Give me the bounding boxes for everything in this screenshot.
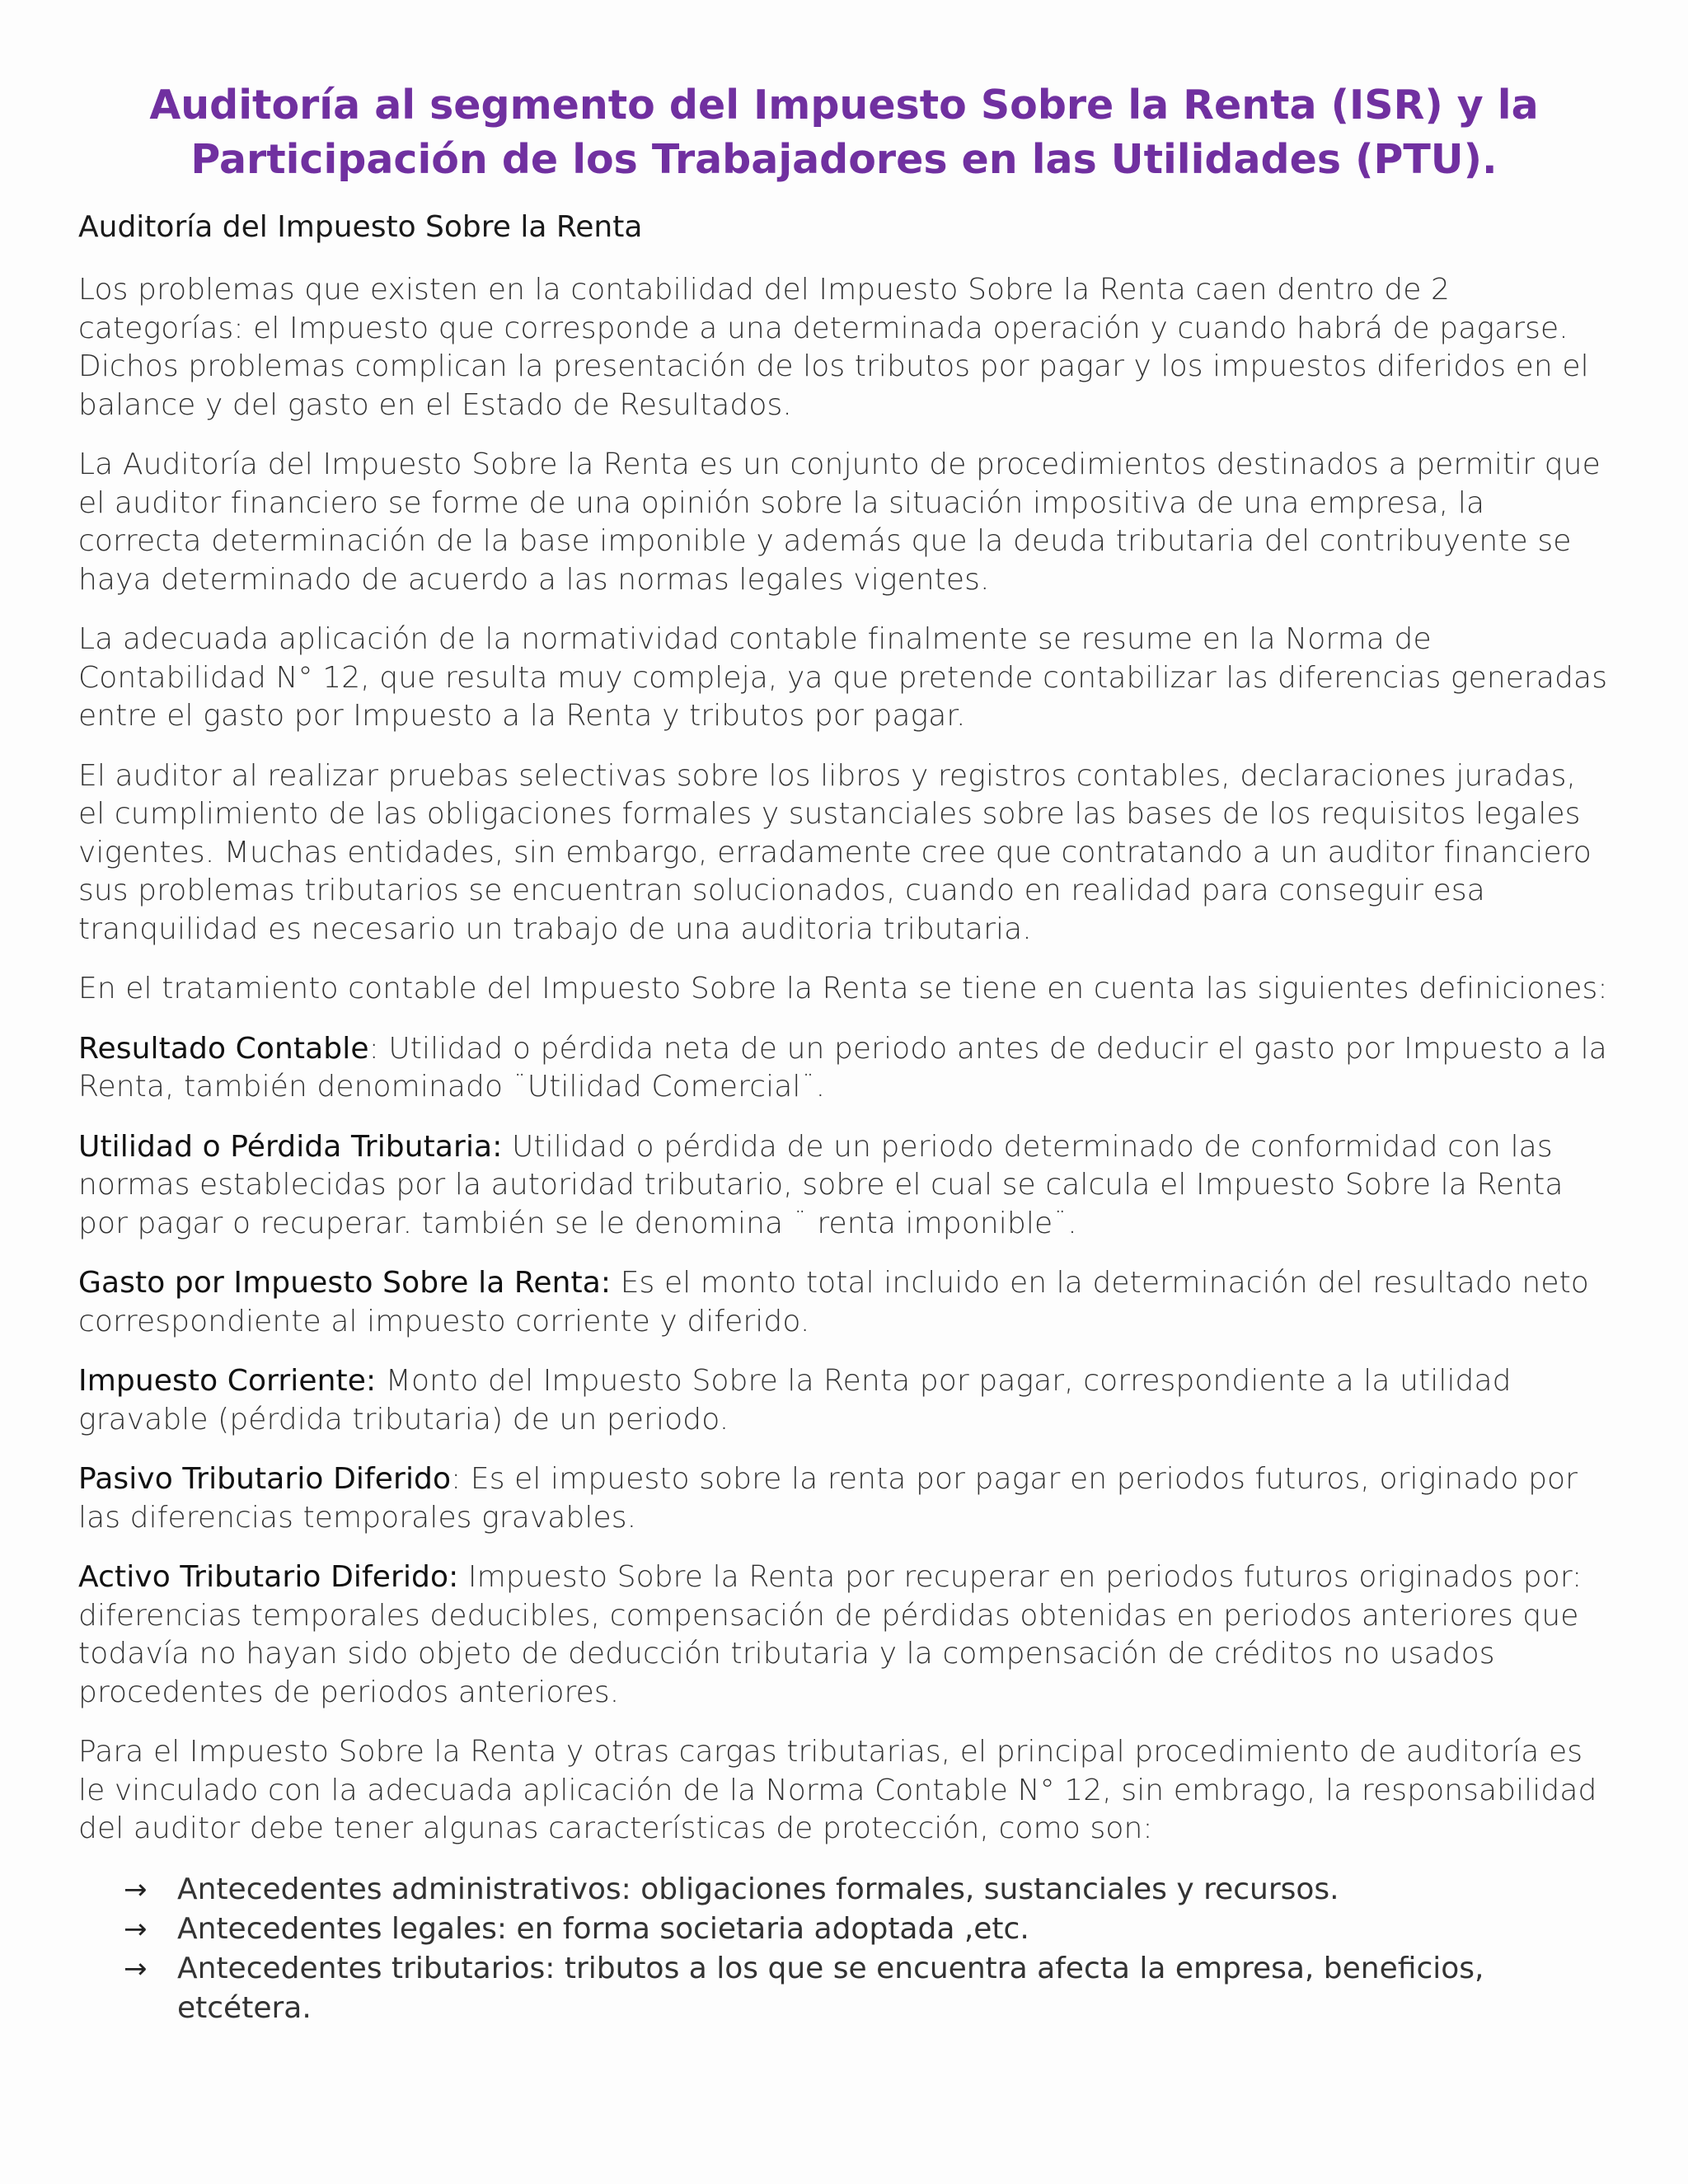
definition-item bbox=[78, 1362, 1610, 1439]
definition-text: : Utilidad o pérdida neta de un periodo antes de deducir el gasto por Impuesto a la Renta, también denominado ¨Utilidad Comercial¨. bbox=[78, 1031, 1607, 1104]
arrow-right-icon: → bbox=[124, 1952, 148, 1985]
definition-item bbox=[78, 1264, 1610, 1341]
definition-text: Utilidad o pérdida de un periodo determinado de conformidad con las normas establecidas por la autoridad tributario, sobre el cual se calcula el Impuesto Sobre la Renta por pagar o recuperar. también se le denomina ¨ renta imponible¨. bbox=[78, 1129, 1564, 1240]
title-line-1: Auditoría al segmento del Impuesto Sobre la Renta (ISR) y la bbox=[149, 82, 1539, 129]
list-item bbox=[124, 1949, 1610, 2028]
definition-term: Resultado Contable bbox=[78, 1031, 369, 1066]
definition-text: Es el monto total incluido en la determinación del resultado neto correspondiente al impuesto corriente y diferido. bbox=[78, 1266, 1589, 1338]
paragraph: Los problemas que existen en la contabilidad del Impuesto Sobre la Renta caen dentro de 2 categorías: el Impuesto que corresponde a una determinada operación y cuando habrá de pagarse. Dichos problemas complican la presentación de los tributos por pagar y los impuestos diferidos en el balance y del gasto en el Estado de Resultados. bbox=[78, 273, 1589, 422]
definition-item bbox=[78, 1558, 1610, 1712]
definition-term: Impuesto Corriente: bbox=[78, 1364, 377, 1398]
definition-text: Impuesto Sobre la Renta por recuperar en periodos futuros originados por: diferencias temporales deducibles, compensación de pérdidas obtenidas en periodos anteriores que todavía no hayan sido objeto de deducción tributaria y la compensación de créditos no usados procedentes de periodos anteriores. bbox=[78, 1560, 1582, 1709]
section-heading: Auditoría del Impuesto Sobre la Renta bbox=[78, 210, 643, 244]
definition-term: Gasto por Impuesto Sobre la Renta: bbox=[78, 1266, 612, 1300]
closing-paragraph: Para el Impuesto Sobre la Renta y otras cargas tributarias, el principal procedimiento de auditoría es le vinculado con la adecuada aplicación de la Norma Contable N° 12, sin embrago, la responsabilidad del auditor debe tener algunas características de protección, como son: bbox=[78, 1735, 1597, 1845]
arrow-right-icon: → bbox=[124, 1912, 148, 1946]
list-item-text: Antecedentes tributarios: tributos a los que se encuentra afecta la empresa, beneficios, etcétera. bbox=[177, 1951, 1484, 2025]
definition-term: Pasivo Tributario Diferido bbox=[78, 1462, 452, 1496]
paragraph: La Auditoría del Impuesto Sobre la Renta es un conjunto de procedimientos destinados a permitir que el auditor financiero se forme de una opinión sobre la situación impositiva de una empresa, la correcta determinación de la base imponible y además que la deuda tributaria del contribuyente se haya determinado de acuerdo a las normas legales vigentes. bbox=[78, 448, 1601, 597]
document-title bbox=[78, 78, 1610, 187]
definition-text: : Es el impuesto sobre la renta por pagar en periodos futuros, originado por las diferencias temporales gravables. bbox=[78, 1462, 1578, 1535]
title-line-2: Participación de los Trabajadores en las Utilidades (PTU). bbox=[190, 136, 1498, 183]
list-item bbox=[124, 1870, 1610, 1910]
definition-item bbox=[78, 1030, 1610, 1107]
definition-text: Monto del Impuesto Sobre la Renta por pagar, correspondiente a la utilidad gravable (pérdida tributaria) de un periodo. bbox=[78, 1364, 1512, 1436]
paragraph: El auditor al realizar pruebas selectivas sobre los libros y registros contables, declaraciones juradas, el cumplimiento de las obligaciones formales y sustanciales sobre las bases de los requisitos legales vigentes. Muchas entidades, sin embargo, erradamente cree que contratando a un auditor financiero sus problemas tributarios se encuentran solucionados, cuando en realidad para conseguir esa tranquilidad es necesario un trabajo de una auditoria tributaria. bbox=[78, 758, 1592, 946]
list-item-text: Antecedentes administrativos: obligaciones formales, sustanciales y recursos. bbox=[177, 1872, 1339, 1906]
list-item bbox=[124, 1910, 1610, 1949]
list-item-text: Antecedentes legales: en forma societaria adoptada ,etc. bbox=[177, 1911, 1029, 1946]
definition-item bbox=[78, 1460, 1610, 1537]
definition-term: Activo Tributario Diferido: bbox=[78, 1560, 459, 1594]
paragraph: La adecuada aplicación de la normatividad contable finalmente se resume en la Norma de Contabilidad N° 12, que resulta muy compleja, ya que pretende contabilizar las diferencias generadas entre el gasto por Impuesto a la Renta y tributos por pagar. bbox=[78, 622, 1608, 733]
definition-item bbox=[78, 1128, 1610, 1244]
paragraph: En el tratamiento contable del Impuesto Sobre la Renta se tiene en cuenta las siguientes definiciones: bbox=[78, 972, 1608, 1005]
bullet-list bbox=[78, 1870, 1610, 2028]
definition-term: Utilidad o Pérdida Tributaria: bbox=[78, 1129, 503, 1164]
arrow-right-icon: → bbox=[124, 1872, 148, 1906]
